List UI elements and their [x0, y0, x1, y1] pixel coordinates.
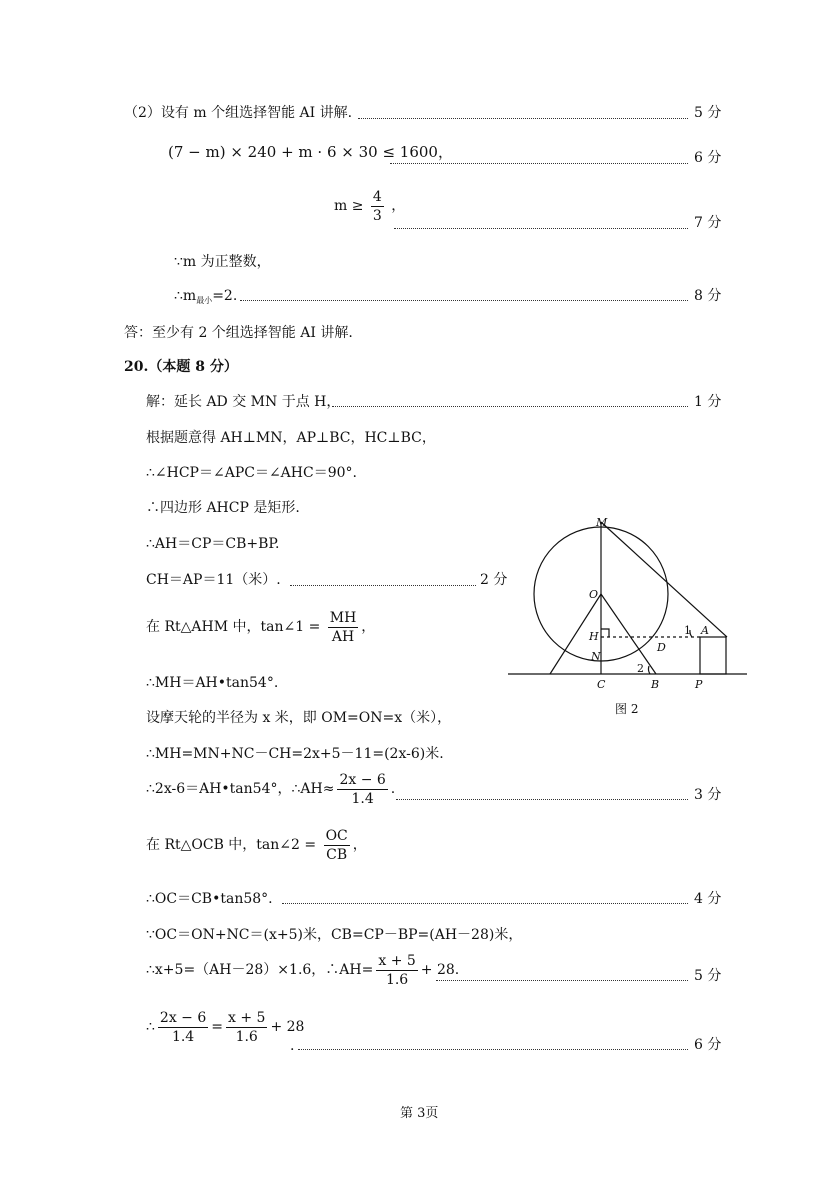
leader-dots: [282, 903, 688, 904]
q20-line16: [146, 1008, 304, 1046]
min-pre: ∴m: [174, 288, 197, 304]
figure-caption: 图 2: [615, 702, 639, 716]
fraction-num: x + 5: [378, 952, 416, 969]
q20-line9: 设摩天轮的半径为 x 米，即 OM=ON=x（米），: [146, 710, 452, 726]
l16-post: + 28: [270, 1019, 305, 1035]
fraction-num: x + 5: [228, 1009, 266, 1026]
q20-line1: 解：延长 AD 交 MN 于点 H，: [146, 394, 341, 410]
fraction-den: 1.4: [171, 1028, 195, 1045]
page-number: 第 3页: [400, 1106, 439, 1121]
angle-2-arc: [648, 666, 650, 674]
l16-eq: =: [211, 1019, 223, 1035]
label-angle-2: 2: [637, 662, 644, 675]
l15-pre: ∴x+5=（AH－28）×1.6，∴AH=: [146, 962, 374, 978]
q20-line4: ∴四边形 AHCP 是矩形.: [146, 500, 300, 516]
q20-line14: ∵OC＝ON+NC＝(x+5)米，CB=CP－BP=(AH－28)米，: [146, 927, 523, 943]
leader-dots: [290, 585, 476, 586]
min-post: =2.: [212, 288, 238, 304]
fraction: [226, 1009, 267, 1046]
because-line: ∵m 为正整数，: [174, 254, 271, 270]
label-P: P: [695, 678, 703, 691]
fraction: [324, 827, 350, 864]
l15-post: + 28.: [420, 962, 460, 978]
line-MA: [601, 522, 727, 637]
q20-line2: 根据题意得 AH⊥MN，AP⊥BC，HC⊥BC，: [146, 430, 436, 446]
l16-pre: ∴: [146, 1019, 155, 1035]
label-A: A: [701, 624, 709, 637]
fraction-num: 4: [372, 188, 382, 205]
score-label: 6 分: [694, 150, 722, 166]
q20-line3: ∴∠HCP＝∠APC＝∠AHC＝90°.: [146, 465, 357, 481]
fraction-den: AH: [331, 628, 355, 645]
score-label: 5 分: [694, 968, 722, 984]
angle-1-arc: [690, 630, 692, 637]
score-label: 4 分: [694, 891, 722, 907]
inequality: (7 − m) × 240 + m · 6 × 30 ≤ 1600，: [168, 143, 453, 161]
label-O: O: [589, 588, 599, 601]
l12-post: ，: [352, 837, 367, 853]
min-line: [174, 286, 237, 311]
q20-line13: ∴OC＝CB•tan58°.: [146, 891, 273, 907]
fraction: [328, 609, 359, 646]
label-N: N: [591, 650, 601, 663]
l7-post: ，: [361, 619, 376, 635]
l12-pre: 在 Rt△OCB 中，tan∠2 =: [146, 837, 317, 853]
line-OB: [601, 594, 656, 674]
l16-dot: .: [290, 1038, 295, 1054]
fraction: [371, 188, 384, 225]
solution-tail: ，: [391, 198, 406, 214]
label-B: B: [651, 678, 660, 691]
fraction-num: 2x − 6: [159, 1009, 207, 1026]
leader-dots: [436, 980, 688, 981]
label-H: H: [589, 630, 599, 643]
right-angle-H: [601, 629, 609, 637]
part2-intro: （2）设有 m 个组选择智能 AI 讲解.: [124, 105, 353, 121]
leader-dots: [298, 1049, 688, 1050]
l11-pre: ∴2x-6＝AH•tan54°，∴AH≈: [146, 781, 335, 797]
label-C: C: [597, 678, 606, 691]
l7-pre: 在 Rt△AHM 中，tan∠1 =: [146, 619, 321, 635]
leader-dots: [394, 228, 688, 229]
q20-line15: [146, 951, 459, 989]
q20-line10: ∴MH=MN+NC－CH=2x+5－11=(2x-6)米.: [146, 746, 444, 762]
score-label: 8 分: [694, 288, 722, 304]
min-sub: 最小: [196, 296, 213, 305]
solution-line: [334, 187, 405, 225]
leader-dots: [396, 799, 688, 800]
answer-line: 答：至少有 2 个组选择智能 AI 讲解.: [124, 325, 353, 341]
fraction: [337, 771, 387, 808]
score-label: 1 分: [694, 394, 722, 410]
score-label: 2 分: [480, 572, 508, 588]
fraction-num: OC: [325, 827, 348, 844]
leader-dots: [240, 300, 688, 301]
q20-line5: ∴AH＝CP＝CB+BP.: [146, 536, 280, 552]
fraction-num: MH: [329, 609, 357, 626]
leader-dots: [332, 406, 688, 407]
fraction: [376, 952, 417, 989]
fraction-den: 3: [372, 207, 382, 224]
score-label: 7 分: [694, 215, 722, 231]
l11-post: .: [390, 781, 396, 797]
fraction-num: 2x − 6: [339, 771, 386, 788]
wheel-circle: [534, 527, 668, 661]
score-label: 5 分: [694, 105, 722, 121]
building: [700, 637, 726, 674]
leader-dots: [390, 163, 688, 164]
q20-line12: [146, 826, 367, 864]
support-left: [550, 594, 601, 674]
fraction: [158, 1009, 208, 1046]
leader-dots: [358, 118, 688, 119]
label-D: D: [657, 641, 666, 654]
q20-line8: ∴MH＝AH•tan54°.: [146, 675, 279, 691]
solution-lhs: m ≥: [334, 198, 364, 214]
fraction-den: 1.4: [351, 790, 374, 807]
q20-line6: CH＝AP＝11（米）.: [146, 572, 281, 588]
score-label: 3 分: [694, 787, 722, 803]
label-angle-1: 1: [684, 624, 691, 637]
q20-line11: [146, 770, 395, 808]
fraction-den: 1.6: [385, 971, 409, 988]
q20-line7: [146, 608, 375, 646]
score-label: 6 分: [694, 1037, 722, 1053]
fraction-den: 1.6: [235, 1028, 258, 1045]
label-M: M: [596, 516, 608, 529]
q20-title: 20.（本题 8 分）: [124, 359, 238, 375]
fraction-den: CB: [326, 846, 348, 863]
